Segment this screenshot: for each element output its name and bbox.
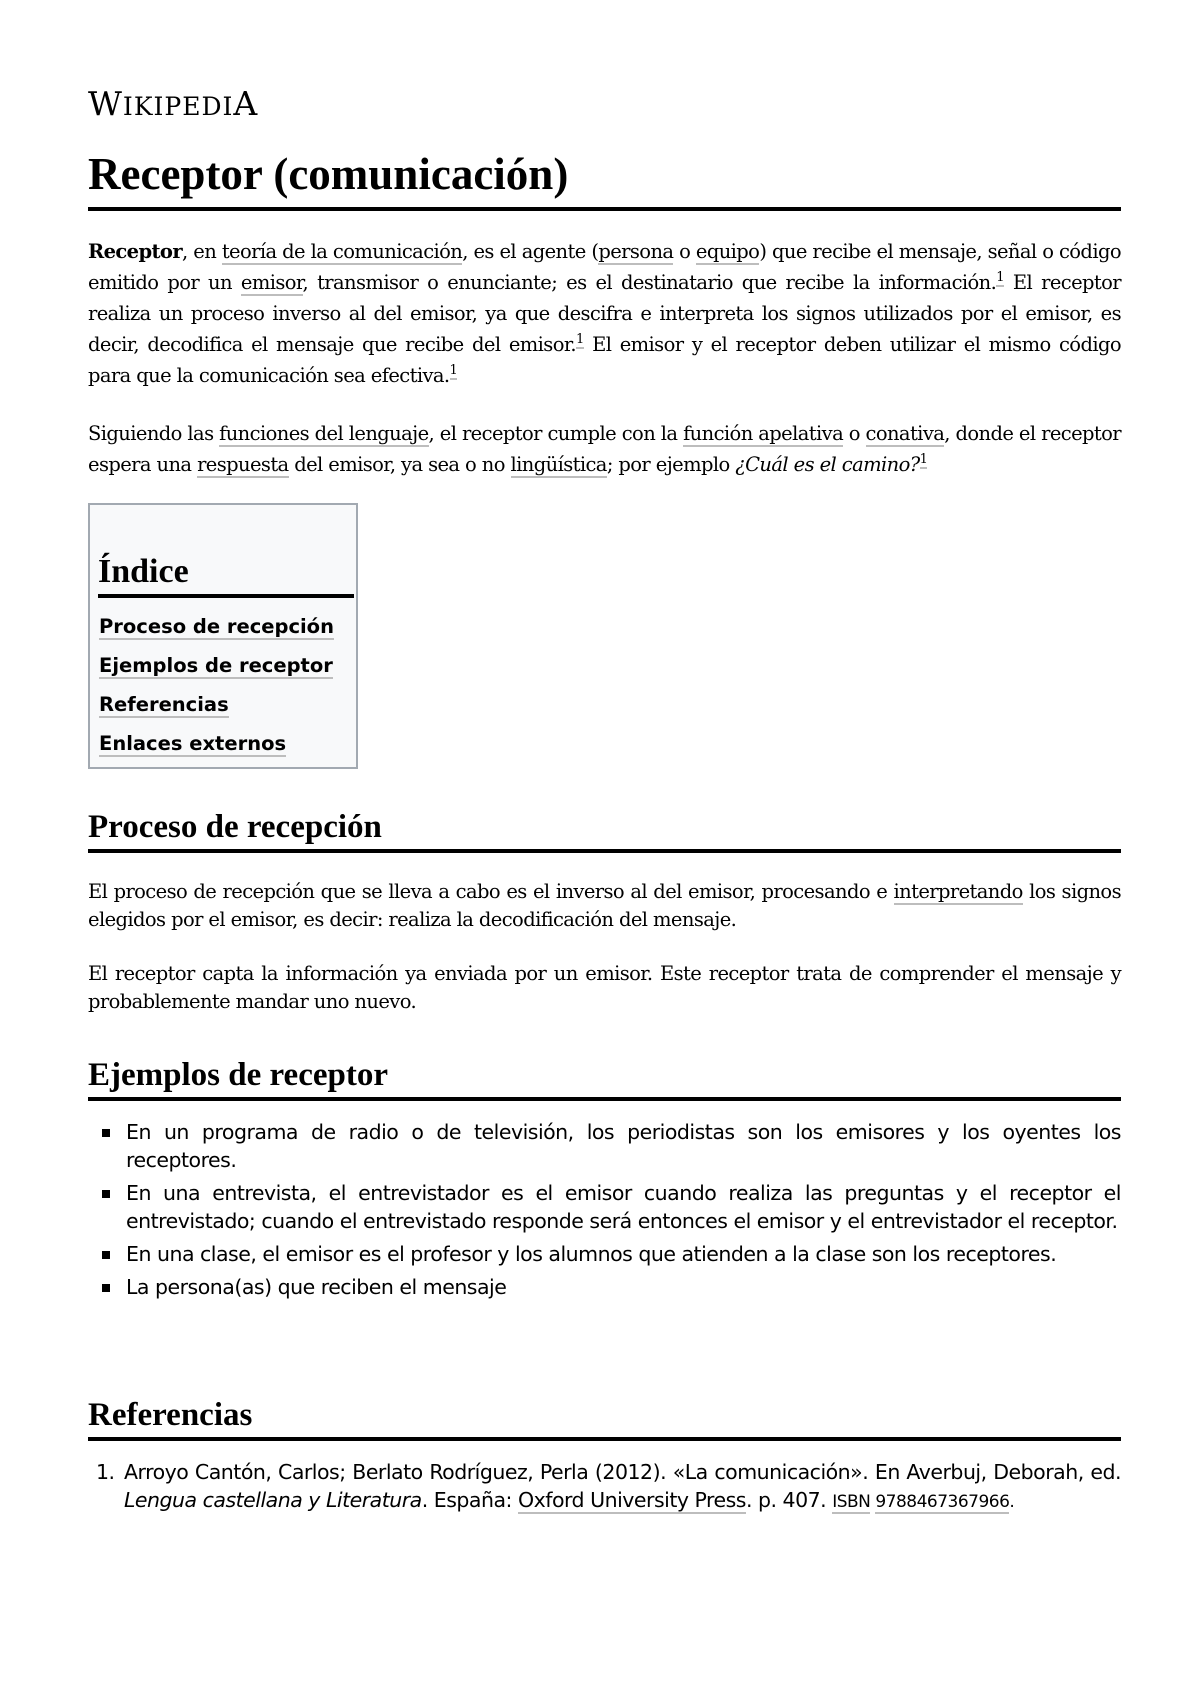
text: ) que recibe el mensaje, señal o código emitido por un [88, 240, 1121, 294]
reference-number: 1. [96, 1460, 115, 1484]
toc-item-label[interactable]: Referencias [99, 693, 229, 716]
book-title: Lengua castellana y Literatura [124, 1488, 422, 1512]
list-item: En una clase, el emisor es el profesor y los alumnos que atienden a la clase son los receptores. [126, 1240, 1121, 1268]
text: , donde el receptor espera una [88, 422, 1122, 476]
list-item: En una entrevista, el entrevistador es el emisor cuando realiza las preguntas y el receptor el entrevistado; cuando el entrevistado responde será entonces el emisor y el entrevistador el receptor. [126, 1181, 1121, 1233]
text: ; por ejemplo [606, 453, 736, 476]
link-linguistica[interactable]: lingüística [510, 453, 607, 476]
text: , el receptor cumple con la [428, 422, 684, 445]
list-item: La persona(as) que reciben el mensaje [126, 1273, 1121, 1301]
ejemplos-list [126, 1118, 1121, 1306]
link-respuesta[interactable]: respuesta [197, 453, 289, 476]
link-persona[interactable]: persona [598, 240, 674, 263]
page-title: Receptor (comunicación) [88, 146, 1121, 211]
text: Siguiendo las [88, 422, 220, 445]
proceso-paragraph-1 [88, 878, 1121, 934]
proceso-paragraph-2: El receptor capta la información ya enviada por un emisor. Este receptor trata de comprender el mensaje y probablemente mandar uno nuevo. [88, 962, 1121, 1013]
text: o [843, 422, 866, 445]
text: , en [182, 240, 222, 263]
toc-item-proceso[interactable] [99, 607, 334, 646]
text: . p. 407. [745, 1488, 833, 1512]
link-equipo[interactable]: equipo [695, 240, 760, 263]
text: El emisor y el receptor deben utilizar el mismo código para que la comunicación sea efectiva. [88, 333, 1121, 387]
section-heading-ejemplos: Ejemplos de receptor [88, 1054, 1121, 1101]
citation-ref[interactable]: 1 [919, 452, 928, 467]
references-list [88, 1458, 1121, 1516]
bold-term: Receptor [88, 240, 183, 263]
toc-item-referencias[interactable] [99, 685, 334, 724]
toc-item-ejemplos[interactable] [99, 646, 334, 685]
link-funcion-apelativa[interactable]: función apelativa [683, 422, 844, 445]
toc-item-label[interactable]: Enlaces externos [99, 732, 287, 755]
text: Arroyo Cantón, Carlos; Berlato Rodríguez, Perla (2012). «La comunicación». En Averbuj, Deborah, ed. [124, 1460, 1121, 1484]
citation-ref[interactable]: 1 [996, 270, 1004, 285]
section-heading-proceso: Proceso de recepción [88, 806, 1121, 853]
text: , transmisor o enunciante; es el destinatario que recibe la información. [302, 271, 997, 294]
reference-item [88, 1458, 1121, 1516]
table-of-contents [88, 503, 358, 769]
section-heading-referencias: Referencias [88, 1394, 1121, 1441]
toc-item-label[interactable]: Proceso de recepción [99, 615, 334, 638]
link-teoria-comunicacion[interactable]: teoría de la comunicación [221, 240, 463, 263]
list-item: En un programa de radio o de televisión, los periodistas son los emisores y los oyentes los receptores. [126, 1120, 1121, 1172]
text: . España: [421, 1488, 518, 1512]
text: o [673, 240, 696, 263]
link-isbn-label[interactable]: ISBN [832, 1492, 871, 1512]
citation-ref[interactable]: 1 [449, 363, 458, 378]
intro-paragraph-1 [88, 236, 1121, 391]
toc-list [99, 607, 334, 763]
text: El proceso de recepción que se lleva a cabo es el inverso al del emisor, procesando e [88, 880, 894, 903]
text: El receptor realiza un proceso inverso al del emisor, ya que descifra e interpreta los signos utilizados por el emisor, es decir, decodifica el mensaje que recibe del emisor. [88, 271, 1122, 356]
link-conativa[interactable]: conativa [865, 422, 945, 445]
link-publisher[interactable]: Oxford University Press [517, 1488, 746, 1512]
text: del emisor, ya sea o no [288, 453, 511, 476]
citation-ref[interactable]: 1 [576, 332, 584, 347]
wikipedia-logo[interactable]: WIKIPEDIA [88, 84, 259, 123]
italic-example: ¿Cuál es el camino? [735, 453, 920, 476]
toc-item-enlaces[interactable] [99, 724, 334, 763]
text: . [1009, 1492, 1015, 1512]
text: los signos elegidos por el emisor, es decir: realiza la decodificación del mensaje. [88, 880, 1121, 931]
link-interpretando[interactable]: interpretando [893, 880, 1023, 903]
toc-title: Índice [98, 551, 354, 598]
text: , es el agente ( [462, 240, 599, 263]
link-funciones-lenguaje[interactable]: funciones del lenguaje [219, 422, 429, 445]
link-emisor[interactable]: emisor [240, 271, 303, 294]
intro-paragraph-2 [88, 418, 1121, 480]
toc-item-label[interactable]: Ejemplos de receptor [99, 654, 333, 677]
link-isbn-value[interactable]: 9788467367966 [875, 1492, 1010, 1512]
